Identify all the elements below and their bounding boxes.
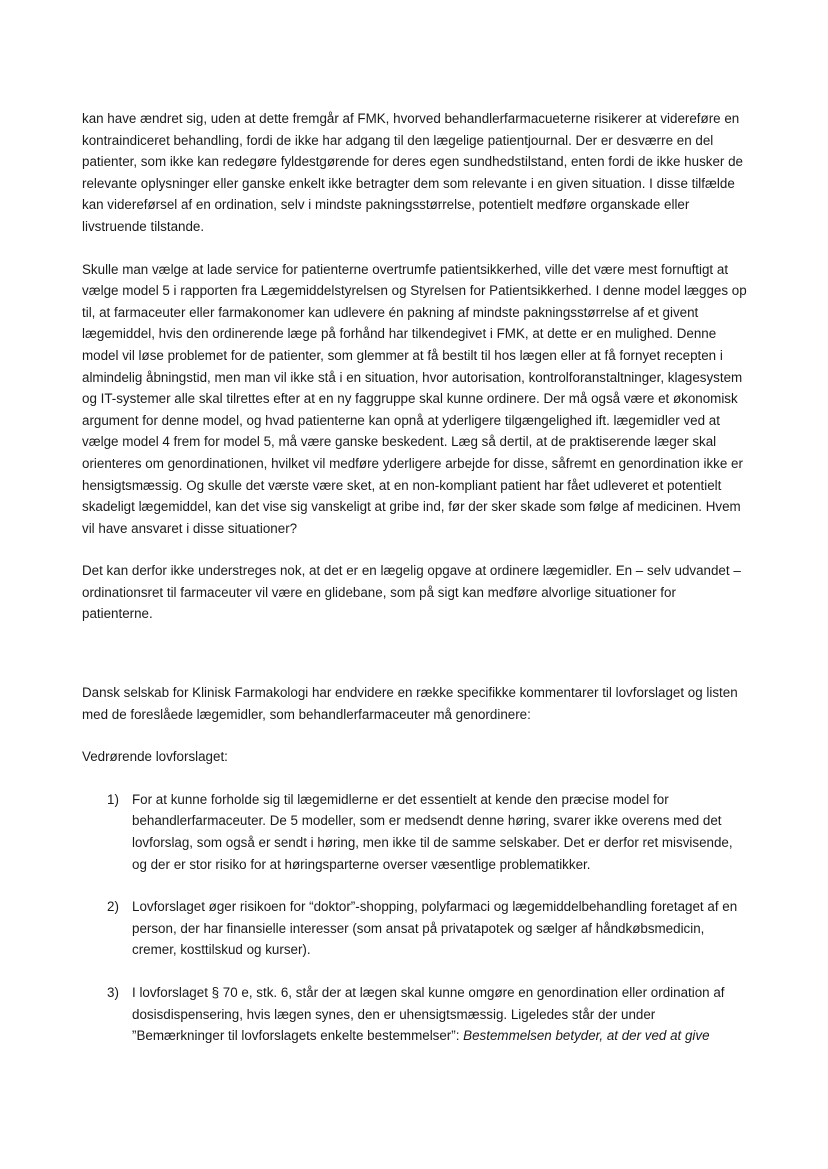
list-item-number: 3): [107, 985, 119, 1000]
list-item-text: Lovforslaget øger risikoen for “doktor”-shopping, polyfarmaci og lægemiddelbehandling foretaget af en person, der har finansielle interesser (som ansat på privatapotek og sælger af håndkøbsmedicin, cremer, kosttilskud og kurser).: [132, 899, 738, 958]
section-spacer: [82, 646, 750, 682]
paragraph-comments-intro: Dansk selskab for Klinisk Farmakologi har endvidere en række specifikke kommentarer til lovforslaget og listen med de foreslåede lægemidler, som behandlerfarmaceuter må genordinere:: [82, 685, 738, 722]
list-item: [82, 896, 750, 961]
list-item-text: I lovforslaget § 70 e, stk. 6, står der at lægen skal kunne omgøre en genordination eller ordination af dosisdispensering, hvis lægen synes, den er uhensigtsmæssig. Ligeledes står der under ”Bemærkninger til lovforslagets enkelte bestemmelser”:: [132, 985, 725, 1044]
list-item-italic-quote: Bestemmelsen betyder, at der ved at give: [463, 1028, 710, 1044]
list-item-text: For at kunne forholde sig til lægemidlerne er det essentielt at kende den præcise model for behandlerfarmaceuter. De 5 modeller, som er medsendt denne høring, svarer ikke overens med det lovforslag, som også er sendt i høring, men ikke til de samme selskaber. Det er derfor ret misvisende, og der er stor risiko for at høringsparterne overser væsentlige problematikker.: [132, 791, 733, 872]
section-heading: Vedrørende lovforslaget:: [82, 749, 228, 765]
list-item-number: 2): [107, 899, 119, 915]
paragraph-patient-safety: kan have ændret sig, uden at dette fremgår af FMK, hvorved behandlerfarmacueterne risikerer at videreføre en kontraindiceret behandling, fordi de ikke har adgang til den lægelige patientjournal. Der er desværre en del patienter, som ikke kan redegøre fyldestgørende for deres egen sundhedstilstand, enten fordi de ikke husker de relevante oplysninger eller ganske enkelt ikke betragter dem som relevante i en given situation. I disse tilfælde kan videreførsel af en ordination, selv i mindste pakningsstørrelse, potentielt medføre organskade eller livstruende tilstande.: [82, 111, 743, 234]
paragraph-model-5: Skulle man vælge at lade service for patienterne overtrumfe patientsikkerhed, ville det være mest fornuftigt at vælge model 5 i rapporten fra Lægemiddelstyrelsen og Styrelsen for Patientsikkerhed. I denne model lægges op til, at farmaceuter eller farmakonomer kan udlevere én pakning af mindste pakningsstørrelse af et givent lægemiddel, hvis den ordinerende læge på forhånd har tilkendegivet i FMK, at dette er en mulighed. Denne model vil løse problemet for de patienter, som glemmer at få bestilt til hos lægen eller at få fornyet recepten i almindelig åbningstid, men man vil ikke stå i en situation, hvor autorisation, kontrolforanstaltninger, klagesystem og IT-systemer alle skal tilrettes efter at en ny faggruppe skal kunne ordinere. Der må også være et økonomisk argument for denne model, og hvad patienterne kan opnå at yderligere tilgængelighed ift. lægemidler ved at vælge model 4 frem for model 5, må være ganske beskedent. Læg så dertil, at de praktiserende læger skal orienteres om genordinationen, hvilket vil medføre yderligere arbejde for disse, såfremt en genordination ikke er hensigtsmæssig. Og skulle det værste være sket, at en non-kompliant patient har fået udleveret et potentielt skadeligt lægemiddel, kan det vise sig vanskeligt at gribe ind, før der sker skade som følge af medicinen. Hvem vil have ansvaret i disse situationer?: [82, 261, 747, 536]
list-item: [82, 789, 750, 875]
list-item: [82, 982, 750, 1047]
document-page: [82, 108, 750, 1068]
list-item-number: 1): [107, 791, 119, 807]
paragraph-conclusion: Det kan derfor ikke understreges nok, at det er en lægelig opgave at ordinere lægemidler. En – selv udvandet – ordinationsret til farmaceuter vil være en glidebane, som på sigt kan medføre alvorlige situationer for patienterne.: [82, 563, 741, 622]
comment-list: [82, 789, 750, 1047]
